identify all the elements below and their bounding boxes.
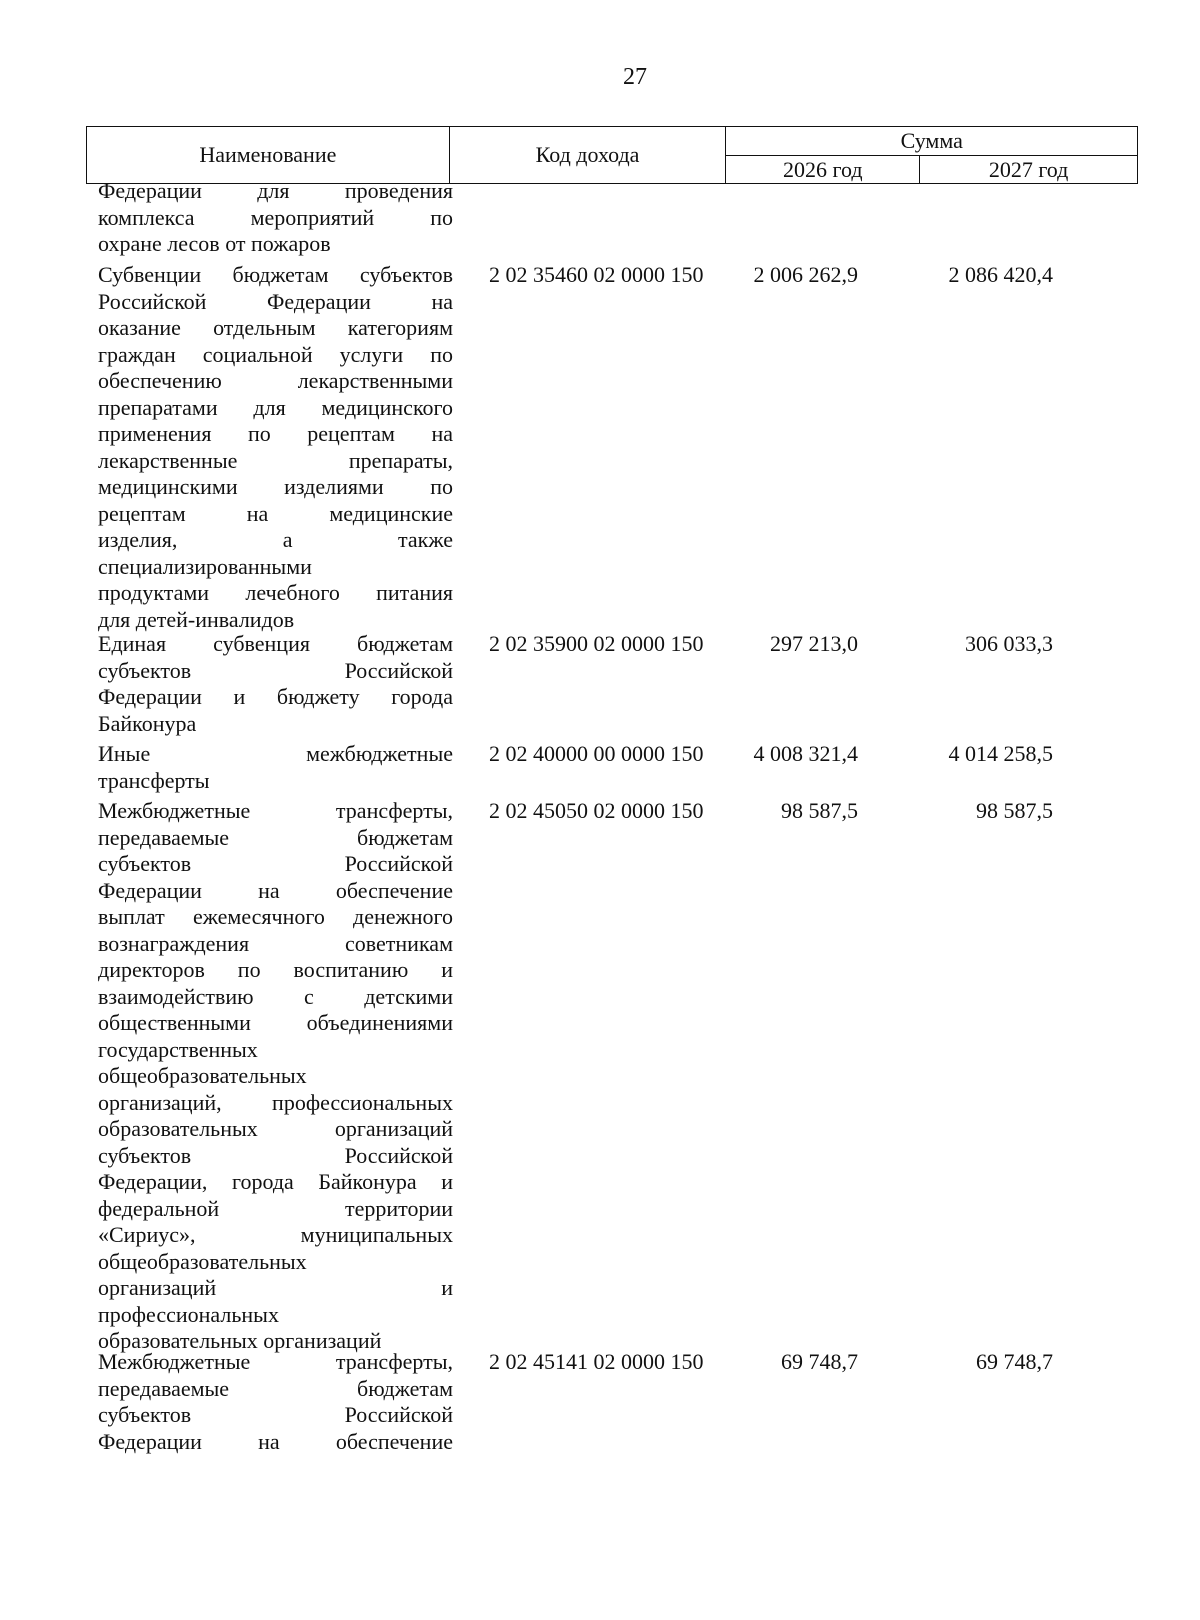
name-line: специализированными <box>98 553 312 579</box>
header-name: Наименование <box>87 127 450 184</box>
name-line: выплат ежемесячного денежного <box>98 904 453 929</box>
row-value-2026: 2 006 262,9 <box>753 262 858 287</box>
name-line: рецептам на медицинские <box>98 500 453 526</box>
name-line: обеспечению лекарственными <box>98 368 453 393</box>
header-year-2027: 2027 год <box>920 156 1138 184</box>
name-line: субъектов Российской <box>98 657 453 683</box>
name-line: федеральной территории <box>98 1195 453 1221</box>
name-line: оказание отдельным категориям <box>98 315 453 340</box>
name-line: передаваемые бюджетам <box>98 1375 453 1401</box>
row-name <box>98 1349 453 1455</box>
name-line: для детей-инвалидов <box>98 606 295 632</box>
name-line: профессиональных <box>98 1301 279 1327</box>
name-line: Федерации и бюджету города <box>98 684 453 709</box>
name-line: субъектов Российской <box>98 851 453 876</box>
name-line: вознаграждения советникам <box>98 930 453 956</box>
name-line: организаций, профессиональных <box>98 1089 453 1115</box>
row-name <box>98 741 453 794</box>
row-income-code: 2 02 40000 00 0000 150 <box>489 741 704 766</box>
row-value-2027: 98 587,5 <box>976 798 1053 823</box>
name-line: Единая субвенция бюджетам <box>98 631 453 656</box>
name-line: государственных <box>98 1036 258 1062</box>
row-value-2026: 98 587,5 <box>781 798 858 823</box>
name-line: передаваемые бюджетам <box>98 824 453 850</box>
name-line: Федерации для проведения <box>98 178 453 203</box>
name-line: общественными объединениями <box>98 1010 453 1035</box>
header-sum: Сумма <box>726 127 1138 156</box>
row-name <box>98 178 453 258</box>
name-line: организаций и <box>98 1275 453 1300</box>
name-line: Иные межбюджетные <box>98 741 453 766</box>
table-header <box>86 126 1138 184</box>
row-income-code: 2 02 35460 02 0000 150 <box>489 262 704 287</box>
name-line: препаратами для медицинского <box>98 394 453 420</box>
row-value-2027: 2 086 420,4 <box>948 262 1053 287</box>
name-line: охране лесов от пожаров <box>98 231 331 256</box>
name-line: Российской Федерации на <box>98 288 453 314</box>
row-value-2026: 297 213,0 <box>770 631 858 656</box>
name-line: взаимодействию с детскими <box>98 983 453 1009</box>
row-value-2027: 4 014 258,5 <box>948 741 1053 766</box>
header-income-code: Код дохода <box>449 127 726 184</box>
header-year-2026: 2026 год <box>726 156 920 184</box>
name-line: комплекса мероприятий по <box>98 204 453 230</box>
name-line: образовательных организаций <box>98 1328 382 1353</box>
name-line: Межбюджетные трансферты, <box>98 798 453 823</box>
name-line: граждан социальной услуги по <box>98 341 453 367</box>
name-line: Федерации, города Байконура и <box>98 1169 453 1194</box>
name-line: изделия, а также <box>98 527 453 552</box>
name-line: общеобразовательных <box>98 1063 307 1088</box>
row-name <box>98 798 453 1355</box>
name-line: лекарственные препараты, <box>98 447 453 473</box>
row-name <box>98 262 453 633</box>
name-line: продуктами лечебного питания <box>98 580 453 605</box>
page-number: 27 <box>623 64 647 90</box>
row-income-code: 2 02 45141 02 0000 150 <box>489 1349 704 1374</box>
row-value-2027: 306 033,3 <box>965 631 1053 656</box>
row-income-code: 2 02 45050 02 0000 150 <box>489 798 704 823</box>
name-line: общеобразовательных <box>98 1248 307 1274</box>
name-line: Субвенции бюджетам субъектов <box>98 262 453 287</box>
row-income-code: 2 02 35900 02 0000 150 <box>489 631 704 656</box>
name-line: субъектов Российской <box>98 1142 453 1168</box>
name-line: Федерации на обеспечение <box>98 1428 453 1454</box>
name-line: образовательных организаций <box>98 1116 453 1141</box>
name-line: трансферты <box>98 767 210 793</box>
name-line: «Сириус», муниципальных <box>98 1222 453 1247</box>
name-line: медицинскими изделиями по <box>98 474 453 499</box>
name-line: Федерации на обеспечение <box>98 877 453 903</box>
name-line: применения по рецептам на <box>98 421 453 446</box>
name-line: директоров по воспитанию и <box>98 957 453 982</box>
row-name <box>98 631 453 737</box>
name-line: субъектов Российской <box>98 1402 453 1427</box>
row-value-2026: 69 748,7 <box>781 1349 858 1374</box>
name-line: Межбюджетные трансферты, <box>98 1349 453 1374</box>
row-value-2026: 4 008 321,4 <box>753 741 858 766</box>
name-line: Байконура <box>98 710 197 736</box>
row-value-2027: 69 748,7 <box>976 1349 1053 1374</box>
